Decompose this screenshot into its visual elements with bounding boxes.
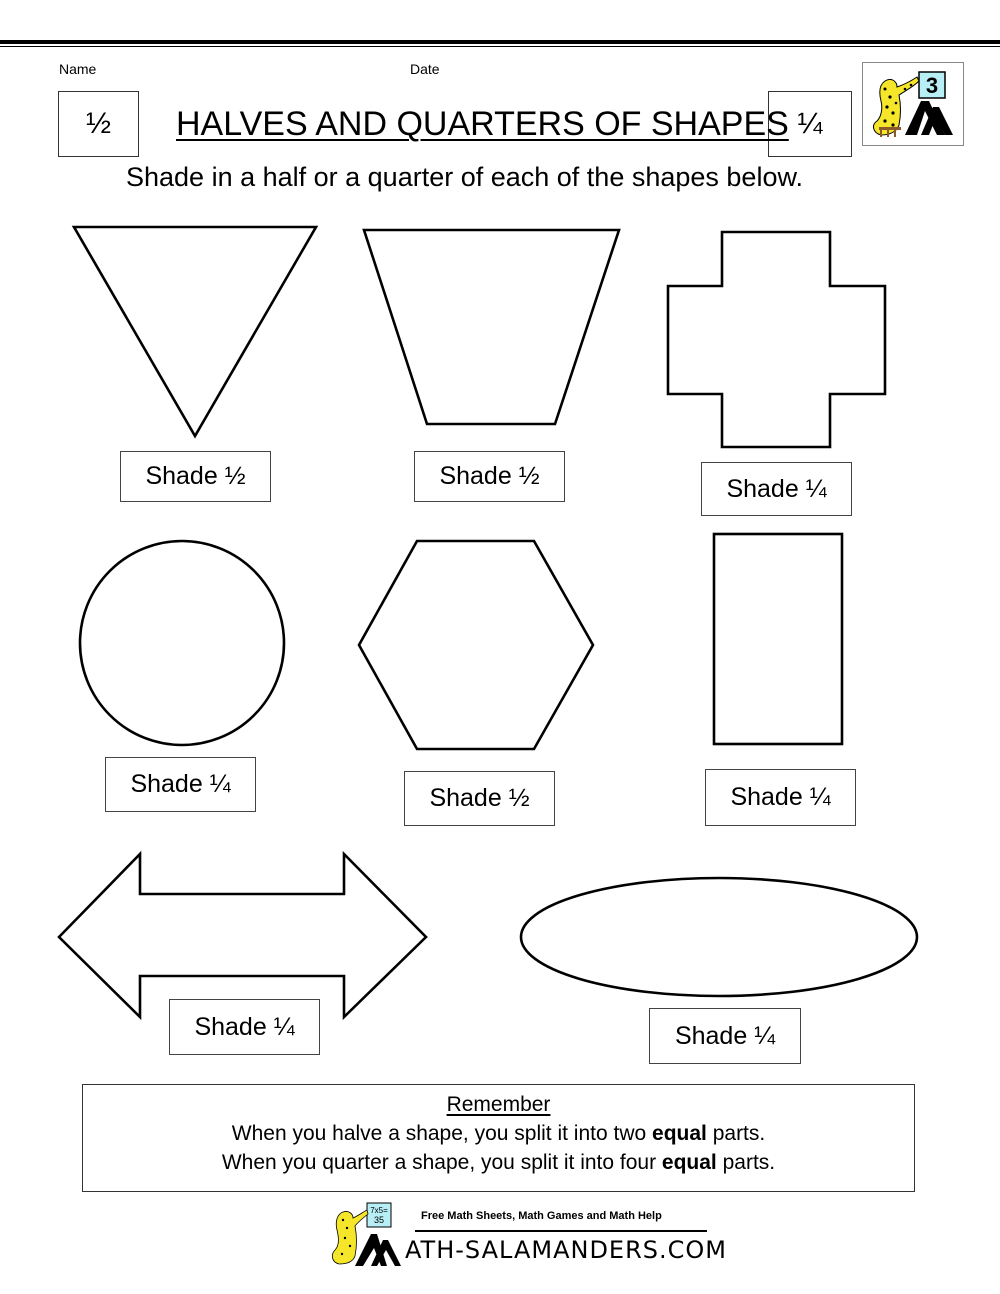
inverted-triangle-shape (74, 227, 316, 436)
remember-line-halve: When you halve a shape, you split it into two equal parts. (231, 1122, 766, 1145)
svg-text:35: 35 (373, 1215, 385, 1225)
half-fraction-box: ½ (58, 91, 139, 157)
footer-tagline: Free Math Sheets, Math Games and Math Help (421, 1210, 662, 1222)
remember-box (82, 1084, 915, 1192)
footer-rule (415, 1230, 707, 1232)
instruction-text: Shade in a half or a quarter of each of the shapes below. (126, 162, 803, 192)
trapezoid-shape (364, 230, 619, 424)
remember-title: Remember (446, 1093, 551, 1116)
shade-label-rectangle: Shade ¼ (705, 769, 856, 826)
cross-shape (668, 232, 885, 447)
footer-salamander-icon (325, 1200, 405, 1270)
svg-text:3: 3 (925, 73, 939, 98)
quarter-fraction-box: ¼ (768, 91, 852, 157)
circle-shape (80, 541, 284, 745)
hexagon-shape (359, 541, 593, 749)
page-title: HALVES AND QUARTERS OF SHAPES (176, 105, 789, 143)
svg-text:7x5=: 7x5= (370, 1206, 388, 1215)
footer-logo (325, 1200, 727, 1270)
date-label: Date (410, 61, 440, 77)
double-arrow-shape (59, 854, 426, 1017)
remember-line-quarter: When you quarter a shape, you split it into four equal parts. (221, 1151, 776, 1174)
shade-label-trapezoid: Shade ½ (414, 451, 565, 502)
footer-site-name: ATH-SALAMANDERS.COM (405, 1236, 727, 1264)
ellipse-shape (521, 878, 917, 996)
shade-label-hexagon: Shade ½ (404, 771, 555, 826)
shade-label-circle: Shade ¼ (105, 757, 256, 812)
shade-label-triangle: Shade ½ (120, 451, 271, 502)
shade-label-cross: Shade ¼ (701, 462, 852, 516)
name-label: Name (59, 61, 97, 77)
shade-label-ellipse: Shade ¼ (649, 1008, 801, 1064)
shade-label-double-arrow: Shade ¼ (169, 999, 320, 1055)
rectangle-shape (714, 534, 842, 744)
